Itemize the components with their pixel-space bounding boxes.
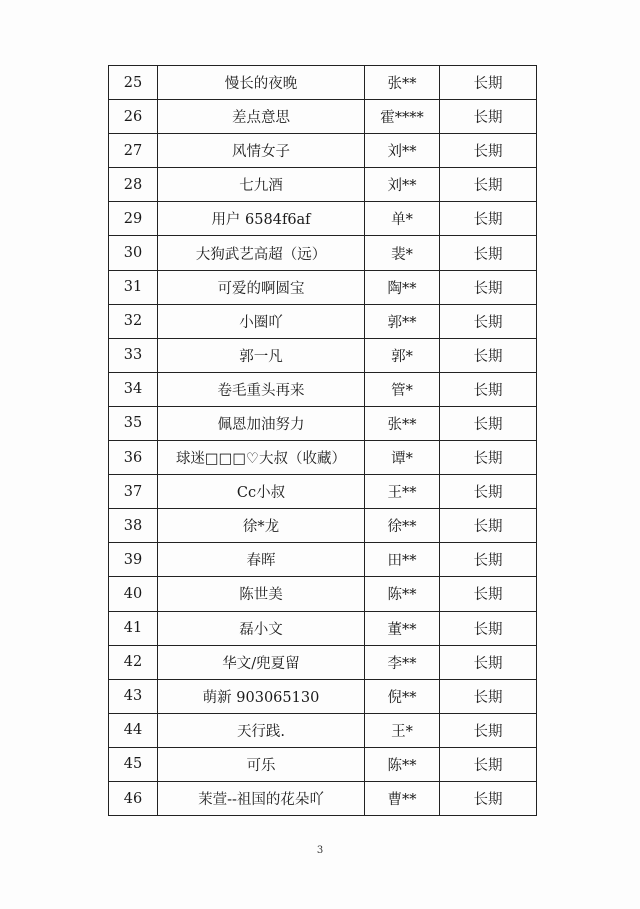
table-row <box>109 645 537 679</box>
name-cell: 裴* <box>365 236 440 270</box>
term-cell: 长期 <box>440 475 537 509</box>
nickname-cell: 小圈吖 <box>158 304 365 338</box>
table-row <box>109 611 537 645</box>
table-row <box>109 168 537 202</box>
nickname-cell: 慢长的夜晚 <box>158 66 365 100</box>
row-number: 46 <box>109 781 158 815</box>
nickname-cell: 可爱的啊圆宝 <box>158 270 365 304</box>
row-number: 37 <box>109 475 158 509</box>
row-number: 44 <box>109 713 158 747</box>
name-cell: 倪** <box>365 679 440 713</box>
row-number: 33 <box>109 338 158 372</box>
table-row <box>109 236 537 270</box>
table-row <box>109 747 537 781</box>
term-cell: 长期 <box>440 577 537 611</box>
name-cell: 曹** <box>365 781 440 815</box>
row-number: 31 <box>109 270 158 304</box>
table-row <box>109 509 537 543</box>
table-row <box>109 713 537 747</box>
table-row <box>109 372 537 406</box>
table-row <box>109 202 537 236</box>
member-table <box>108 65 537 816</box>
table-row <box>109 441 537 475</box>
row-number: 30 <box>109 236 158 270</box>
row-number: 38 <box>109 509 158 543</box>
term-cell: 长期 <box>440 781 537 815</box>
nickname-cell: 陈世美 <box>158 577 365 611</box>
table-row <box>109 270 537 304</box>
name-cell: 刘** <box>365 134 440 168</box>
nickname-cell: 卷毛重头再来 <box>158 372 365 406</box>
table-row <box>109 134 537 168</box>
term-cell: 长期 <box>440 509 537 543</box>
term-cell: 长期 <box>440 66 537 100</box>
name-cell: 李** <box>365 645 440 679</box>
row-number: 28 <box>109 168 158 202</box>
term-cell: 长期 <box>440 645 537 679</box>
nickname-cell: 佩恩加油努力 <box>158 406 365 440</box>
row-number: 35 <box>109 406 158 440</box>
nickname-cell: 七九酒 <box>158 168 365 202</box>
nickname-cell: 用户 6584f6af <box>158 202 365 236</box>
nickname-cell: 徐*龙 <box>158 509 365 543</box>
name-cell: 王** <box>365 475 440 509</box>
nickname-cell: 天行践. <box>158 713 365 747</box>
row-number: 45 <box>109 747 158 781</box>
nickname-cell: 球迷□□□♡大叔（收藏） <box>158 441 365 475</box>
nickname-cell: 春晖 <box>158 543 365 577</box>
nickname-cell: 萌新 903065130 <box>158 679 365 713</box>
name-cell: 陈** <box>365 577 440 611</box>
term-cell: 长期 <box>440 236 537 270</box>
term-cell: 长期 <box>440 679 537 713</box>
name-cell: 单* <box>365 202 440 236</box>
term-cell: 长期 <box>440 543 537 577</box>
row-number: 36 <box>109 441 158 475</box>
name-cell: 陈** <box>365 747 440 781</box>
term-cell: 长期 <box>440 338 537 372</box>
member-table-body <box>109 66 537 816</box>
nickname-cell: 大狗武艺高超（远） <box>158 236 365 270</box>
name-cell: 董** <box>365 611 440 645</box>
name-cell: 霍**** <box>365 100 440 134</box>
row-number: 40 <box>109 577 158 611</box>
term-cell: 长期 <box>440 202 537 236</box>
term-cell: 长期 <box>440 747 537 781</box>
table-row <box>109 679 537 713</box>
term-cell: 长期 <box>440 441 537 475</box>
name-cell: 徐** <box>365 509 440 543</box>
term-cell: 长期 <box>440 713 537 747</box>
nickname-cell: 茉萱--祖国的花朵吖 <box>158 781 365 815</box>
nickname-cell: 可乐 <box>158 747 365 781</box>
name-cell: 陶** <box>365 270 440 304</box>
row-number: 25 <box>109 66 158 100</box>
name-cell: 管* <box>365 372 440 406</box>
row-number: 32 <box>109 304 158 338</box>
name-cell: 王* <box>365 713 440 747</box>
name-cell: 田** <box>365 543 440 577</box>
name-cell: 张** <box>365 406 440 440</box>
name-cell: 张** <box>365 66 440 100</box>
nickname-cell: 风情女子 <box>158 134 365 168</box>
name-cell: 郭* <box>365 338 440 372</box>
row-number: 43 <box>109 679 158 713</box>
row-number: 26 <box>109 100 158 134</box>
row-number: 29 <box>109 202 158 236</box>
table-row <box>109 543 537 577</box>
nickname-cell: Cc小叔 <box>158 475 365 509</box>
row-number: 27 <box>109 134 158 168</box>
term-cell: 长期 <box>440 304 537 338</box>
table-row <box>109 406 537 440</box>
term-cell: 长期 <box>440 611 537 645</box>
table-row <box>109 781 537 815</box>
term-cell: 长期 <box>440 168 537 202</box>
term-cell: 长期 <box>440 372 537 406</box>
term-cell: 长期 <box>440 134 537 168</box>
row-number: 41 <box>109 611 158 645</box>
term-cell: 长期 <box>440 270 537 304</box>
name-cell: 谭* <box>365 441 440 475</box>
name-cell: 郭** <box>365 304 440 338</box>
nickname-cell: 华文/兜夏留 <box>158 645 365 679</box>
table-row <box>109 304 537 338</box>
table-row <box>109 100 537 134</box>
table-row <box>109 577 537 611</box>
term-cell: 长期 <box>440 100 537 134</box>
table-row <box>109 475 537 509</box>
row-number: 42 <box>109 645 158 679</box>
nickname-cell: 差点意思 <box>158 100 365 134</box>
table-row <box>109 338 537 372</box>
nickname-cell: 磊小文 <box>158 611 365 645</box>
nickname-cell: 郭一凡 <box>158 338 365 372</box>
page-number: 3 <box>316 845 324 856</box>
table-row <box>109 66 537 100</box>
name-cell: 刘** <box>365 168 440 202</box>
row-number: 39 <box>109 543 158 577</box>
row-number: 34 <box>109 372 158 406</box>
term-cell: 长期 <box>440 406 537 440</box>
